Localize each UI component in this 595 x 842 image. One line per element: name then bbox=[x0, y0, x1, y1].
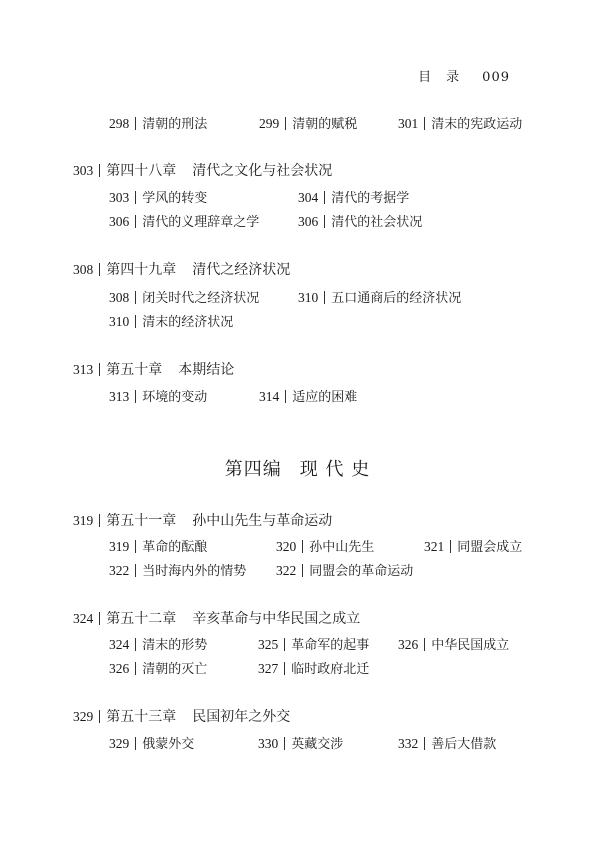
toc-entry[interactable]: 327 临时政府北迁 bbox=[258, 661, 370, 677]
toc-entry[interactable]: 301 清末的宪政运动 bbox=[398, 116, 523, 132]
page-number: 009 bbox=[482, 70, 510, 85]
header-title: 目 录 bbox=[418, 70, 461, 85]
toc-entry[interactable]: 326 清朝的灭亡 bbox=[109, 661, 208, 677]
toc-entry[interactable]: 310 五口通商后的经济状况 bbox=[298, 290, 462, 306]
toc-entry[interactable]: 324 清末的形势 bbox=[109, 637, 208, 653]
toc-entry[interactable]: 304 清代的考据学 bbox=[298, 190, 410, 206]
toc-entry[interactable]: 322 同盟会的革命运动 bbox=[276, 563, 414, 579]
toc-entry[interactable]: 306 清代的社会状况 bbox=[298, 214, 423, 230]
toc-entry[interactable]: 320 孙中山先生 bbox=[276, 539, 375, 555]
toc-entry[interactable]: 310 清末的经济状况 bbox=[109, 314, 234, 330]
part-heading[interactable] bbox=[0, 455, 595, 481]
part-label: 第四编 bbox=[224, 459, 282, 480]
toc-entry[interactable]: 332 善后大借款 bbox=[398, 736, 497, 752]
toc-entry[interactable]: 326 中华民国成立 bbox=[398, 637, 510, 653]
toc-entry[interactable]: 306 清代的义理辞章之学 bbox=[109, 214, 260, 230]
toc-entry[interactable]: 329 俄蒙外交 bbox=[109, 736, 195, 752]
toc-entry[interactable]: 313 环境的变动 bbox=[109, 389, 208, 405]
running-header bbox=[418, 66, 510, 85]
toc-entry[interactable]: 303 学风的转变 bbox=[109, 190, 208, 206]
toc-entry[interactable]: 314 适应的困难 bbox=[259, 389, 358, 405]
part-title: 现 代 史 bbox=[299, 459, 371, 480]
toc-entry[interactable]: 319 革命的酝酿 bbox=[109, 539, 208, 555]
toc-entry[interactable]: 330 英藏交涉 bbox=[258, 736, 344, 752]
toc-entry[interactable]: 322 当时海内外的情势 bbox=[109, 563, 247, 579]
toc-entry[interactable]: 308 闭关时代之经济状况 bbox=[109, 290, 260, 306]
toc-entry[interactable]: 299 清朝的赋税 bbox=[259, 116, 358, 132]
toc-entry[interactable]: 321 同盟会成立 bbox=[424, 539, 523, 555]
toc-entry[interactable]: 298 清朝的刑法 bbox=[109, 116, 208, 132]
toc-entry[interactable]: 325 革命军的起事 bbox=[258, 637, 370, 653]
